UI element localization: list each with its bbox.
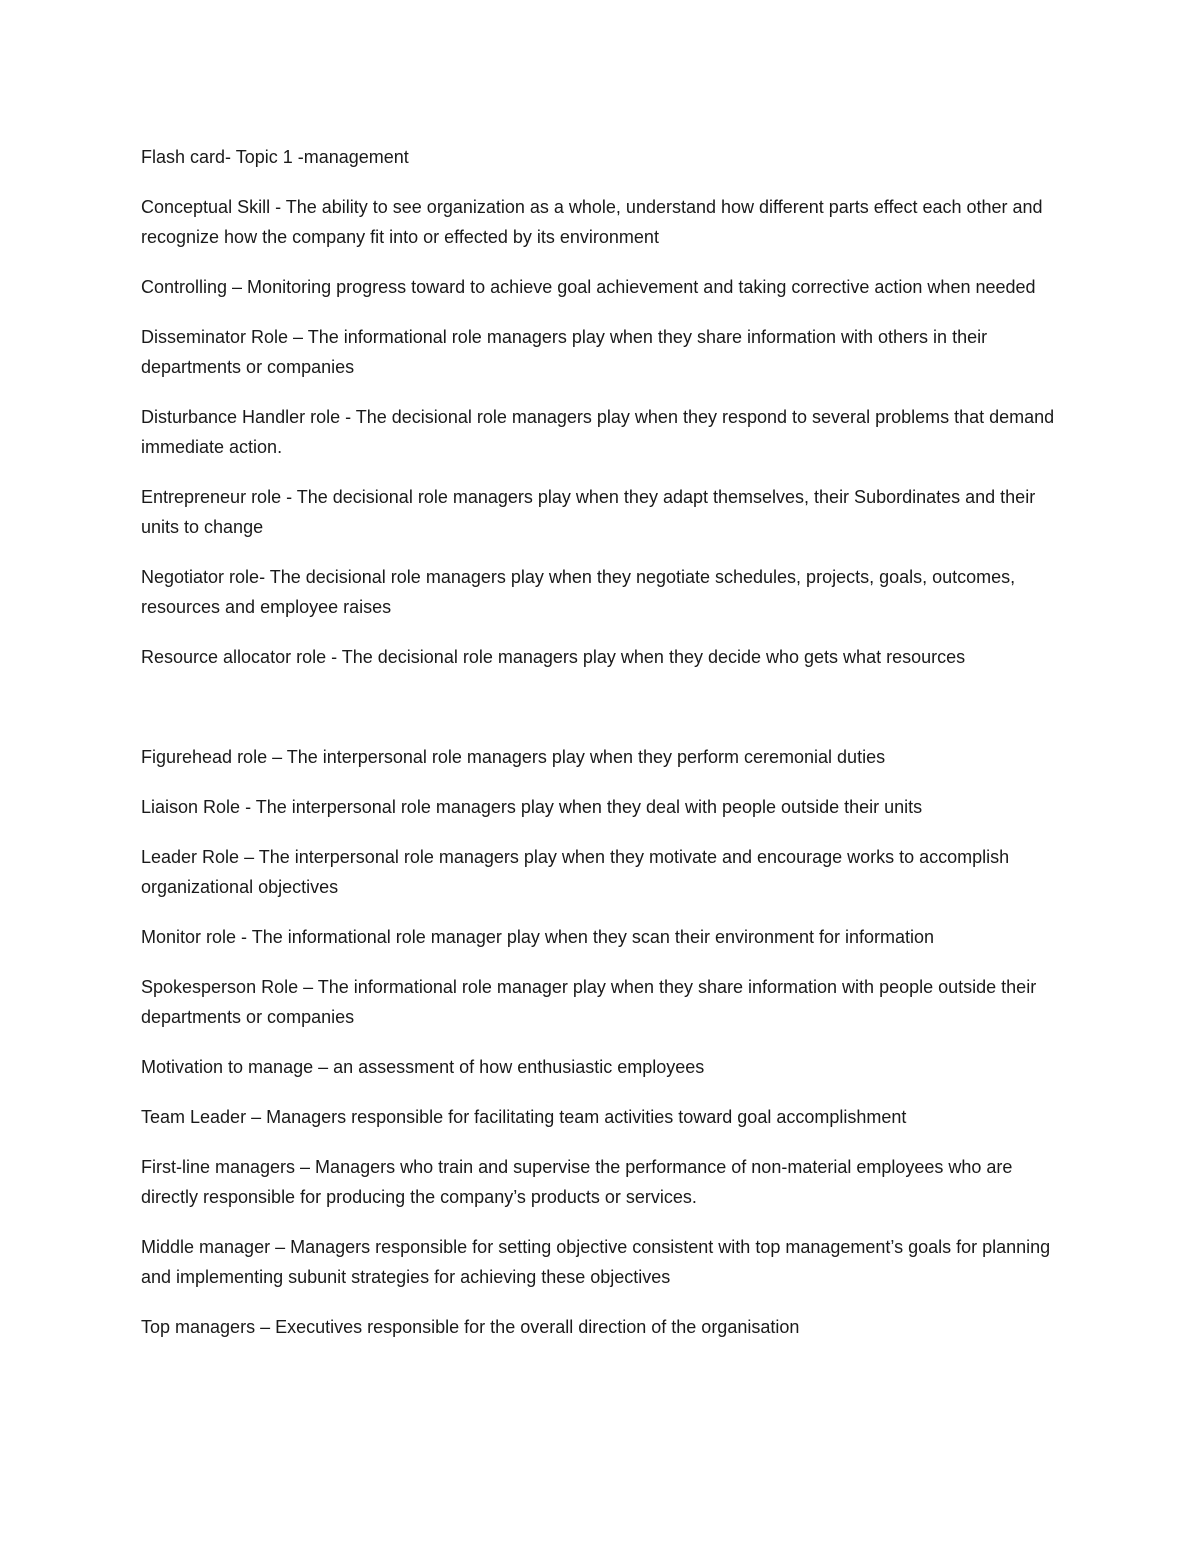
entry-figurehead-role: Figurehead role – The interpersonal role managers play when they perform ceremonial duties (141, 747, 886, 767)
entry-middle-manager: Middle manager – Managers responsible for setting objective consistent with top management’s goals for planning and implementing subunit strategies for achieving these objectives (141, 1237, 1051, 1287)
entry-disseminator-role: Disseminator Role – The informational role managers play when they share information with others in their departments or companies (141, 327, 988, 377)
entry-monitor-role: Monitor role - The informational role manager play when they scan their environment for information (141, 927, 935, 947)
entry-conceptual-skill: Conceptual Skill - The ability to see organization as a whole, understand how different parts effect each other and recognize how the company fit into or effected by its environment (141, 197, 1043, 247)
paragraph-spacer (141, 692, 1071, 742)
entry-entrepreneur-role: Entrepreneur role - The decisional role managers play when they adapt themselves, their Subordinates and their units to change (141, 487, 1036, 537)
document-title: Flash card- Topic 1 -management (141, 147, 409, 167)
entry-resource-allocator-role: Resource allocator role - The decisional role managers play when they decide who gets what resources (141, 647, 966, 667)
entry-negotiator-role: Negotiator role- The decisional role managers play when they negotiate schedules, projects, goals, outcomes, resources and employee raises (141, 567, 1016, 617)
entry-liaison-role: Liaison Role - The interpersonal role managers play when they deal with people outside their units (141, 797, 923, 817)
entry-leader-role: Leader Role – The interpersonal role managers play when they motivate and encourage works to accomplish organizational objectives (141, 847, 1010, 897)
entry-disturbance-handler-role: Disturbance Handler role - The decisional role managers play when they respond to several problems that demand immediate action. (141, 407, 1055, 457)
entry-team-leader: Team Leader – Managers responsible for facilitating team activities toward goal accomplishment (141, 1107, 907, 1127)
entry-first-line-managers: First-line managers – Managers who train and supervise the performance of non-material employees who are directly responsible for producing the company’s products or services. (141, 1157, 1013, 1207)
entry-spokesperson-role: Spokesperson Role – The informational role manager play when they share information with people outside their departments or companies (141, 977, 1037, 1027)
entry-controlling: Controlling – Monitoring progress toward to achieve goal achievement and taking corrective action when needed (141, 277, 1036, 297)
entry-top-managers: Top managers – Executives responsible for the overall direction of the organisation (141, 1317, 800, 1337)
document-body (141, 142, 1071, 1362)
entry-motivation-to-manage: Motivation to manage – an assessment of how enthusiastic employees (141, 1057, 705, 1077)
